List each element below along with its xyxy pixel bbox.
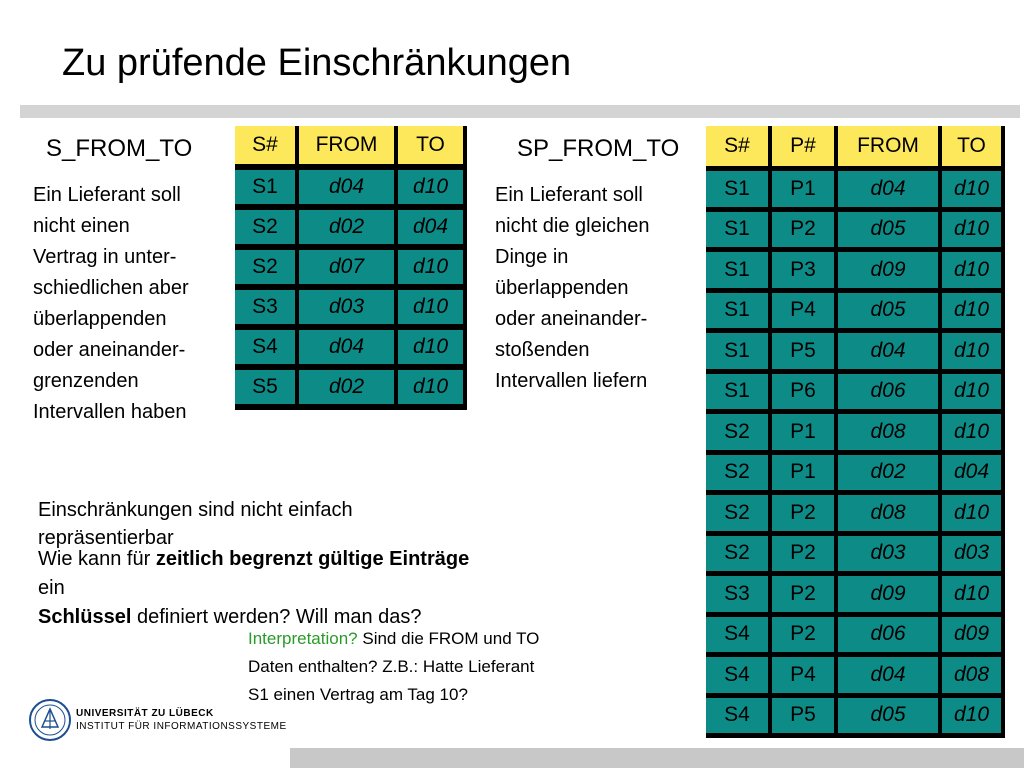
- table-cell: d10: [940, 290, 1003, 331]
- table-cell: S5: [235, 367, 297, 407]
- table-cell: S1: [706, 209, 770, 250]
- logo-university-name: UNIVERSITÄT ZU LÜBECK: [76, 708, 214, 719]
- table-cell: P2: [770, 209, 836, 250]
- table-cell: P1: [770, 452, 836, 493]
- s-table-description: [33, 180, 189, 428]
- table-cell: d09: [836, 574, 940, 615]
- description-line: schiedlichen aber: [33, 277, 189, 299]
- table-row: [706, 371, 1003, 412]
- table-cell: d08: [836, 412, 940, 453]
- description-line: stoßenden: [495, 339, 590, 361]
- table-row: [706, 412, 1003, 453]
- column-header: TO: [940, 126, 1003, 169]
- table-cell: d10: [940, 169, 1003, 210]
- table-cell: d03: [940, 533, 1003, 574]
- table-row: [706, 533, 1003, 574]
- table-cell: d10: [940, 371, 1003, 412]
- table-cell: S3: [706, 574, 770, 615]
- table-row: [706, 493, 1003, 534]
- description-line: Dinge in: [495, 246, 569, 268]
- table-cell: d10: [396, 327, 465, 367]
- table-cell: S2: [235, 247, 297, 287]
- question-prefix: Wie kann für: [38, 548, 156, 570]
- table-cell: d10: [940, 209, 1003, 250]
- table-cell: d03: [836, 533, 940, 574]
- column-header: S#: [706, 126, 770, 169]
- table-cell: d05: [836, 290, 940, 331]
- description-line: Ein Lieferant soll: [33, 184, 181, 206]
- table-cell: S4: [706, 614, 770, 655]
- description-line: Intervallen haben: [33, 401, 187, 423]
- logo-institute-name: INSTITUT FÜR INFORMATIONSSYSTEME: [76, 721, 287, 732]
- note-line: Einschränkungen sind nicht einfach: [38, 499, 353, 521]
- table-cell: P4: [770, 290, 836, 331]
- table-cell: d02: [297, 207, 396, 247]
- table-cell: P2: [770, 533, 836, 574]
- table-cell: S2: [706, 452, 770, 493]
- table-row: [706, 452, 1003, 493]
- column-header: TO: [396, 126, 465, 167]
- table-cell: d10: [940, 250, 1003, 291]
- question-emphasis-2: Schlüssel: [38, 606, 132, 628]
- description-line: Vertrag in unter-: [33, 246, 177, 268]
- table-cell: d04: [836, 331, 940, 372]
- table-cell: d04: [297, 167, 396, 207]
- table-cell: P2: [770, 493, 836, 534]
- table-row: [235, 367, 465, 407]
- table-cell: d10: [396, 167, 465, 207]
- key-question: [38, 545, 469, 632]
- note-line: repräsentierbar: [38, 527, 174, 549]
- footer-bar: [290, 748, 1024, 768]
- description-line: nicht die gleichen: [495, 215, 650, 237]
- interpretation-line-1: [248, 625, 539, 653]
- table-header-row: [706, 126, 1003, 169]
- table-cell: S1: [706, 250, 770, 291]
- description-line: Intervallen liefern: [495, 370, 648, 392]
- description-line: überlappenden: [495, 277, 629, 299]
- interpretation-keyword: Interpretation?: [248, 629, 358, 648]
- table-row: [235, 207, 465, 247]
- interpretation-text: Sind die FROM und TO: [357, 629, 540, 648]
- column-header: FROM: [836, 126, 940, 169]
- table-cell: d09: [836, 250, 940, 291]
- table-cell: S4: [706, 695, 770, 736]
- table-cell: S1: [706, 290, 770, 331]
- table-cell: P2: [770, 574, 836, 615]
- table-cell: P5: [770, 331, 836, 372]
- description-line: oder aneinander-: [495, 308, 648, 330]
- table-cell: d08: [836, 493, 940, 534]
- table-cell: d10: [940, 574, 1003, 615]
- table-cell: d04: [836, 169, 940, 210]
- table-cell: d10: [940, 493, 1003, 534]
- table-cell: P4: [770, 655, 836, 696]
- table-row: [706, 250, 1003, 291]
- table-cell: P2: [770, 614, 836, 655]
- table-row: [235, 247, 465, 287]
- sp-table-description: [495, 180, 650, 397]
- table-cell: d10: [940, 695, 1003, 736]
- table-row: [235, 167, 465, 207]
- table-cell: P6: [770, 371, 836, 412]
- description-line: Ein Lieferant soll: [495, 184, 643, 206]
- table-cell: S3: [235, 287, 297, 327]
- table-row: [706, 695, 1003, 736]
- table-row: [706, 614, 1003, 655]
- description-line: oder aneinander-: [33, 339, 186, 361]
- column-header: FROM: [297, 126, 396, 167]
- table-cell: P1: [770, 169, 836, 210]
- interpretation-line-3: S1 einen Vertrag am Tag 10?: [248, 685, 468, 704]
- description-line: überlappenden: [33, 308, 167, 330]
- table-cell: d04: [940, 452, 1003, 493]
- table-cell: S4: [706, 655, 770, 696]
- table-cell: d05: [836, 209, 940, 250]
- table-cell: S2: [706, 412, 770, 453]
- table-cell: d10: [940, 412, 1003, 453]
- table-cell: d05: [836, 695, 940, 736]
- table-cell: S1: [235, 167, 297, 207]
- table-cell: d10: [396, 367, 465, 407]
- table-cell: S1: [706, 371, 770, 412]
- table-cell: S2: [706, 533, 770, 574]
- table-cell: S1: [706, 331, 770, 372]
- table-cell: d10: [940, 331, 1003, 372]
- university-seal-icon: [28, 697, 72, 743]
- table-cell: d06: [836, 371, 940, 412]
- table-cell: d02: [297, 367, 396, 407]
- table-cell: d04: [836, 655, 940, 696]
- table-cell: d02: [836, 452, 940, 493]
- column-header: S#: [235, 126, 297, 167]
- table-row: [235, 327, 465, 367]
- table-cell: d06: [836, 614, 940, 655]
- table-row: [706, 169, 1003, 210]
- table-cell: d04: [396, 207, 465, 247]
- table-cell: S4: [235, 327, 297, 367]
- table-cell: S1: [706, 169, 770, 210]
- table-row: [706, 655, 1003, 696]
- table-cell: S2: [235, 207, 297, 247]
- sp-table-label: SP_FROM_TO: [517, 135, 680, 162]
- s-table-label: S_FROM_TO: [46, 135, 193, 162]
- table-header-row: [235, 126, 465, 167]
- s-from-to-table: [235, 126, 467, 410]
- table-cell: P3: [770, 250, 836, 291]
- question-suffix: definiert werden? Will man das?: [131, 606, 422, 628]
- description-line: grenzenden: [33, 370, 139, 392]
- table-row: [706, 331, 1003, 372]
- table-cell: d07: [297, 247, 396, 287]
- question-line-2: ein: [38, 577, 65, 599]
- title-divider: [20, 105, 1020, 118]
- table-cell: d04: [297, 327, 396, 367]
- table-cell: S2: [706, 493, 770, 534]
- table-cell: d09: [940, 614, 1003, 655]
- interpretation-line-2: Daten enthalten? Z.B.: Hatte Lieferant: [248, 657, 535, 676]
- slide-title: Zu prüfende Einschränkungen: [62, 42, 572, 84]
- question-line-1: [38, 545, 469, 574]
- question-emphasis-1: zeitlich begrenzt gültige Einträge: [155, 548, 470, 570]
- description-line: nicht einen: [33, 215, 130, 237]
- table-cell: d03: [297, 287, 396, 327]
- table-cell: d10: [396, 247, 465, 287]
- table-row: [706, 574, 1003, 615]
- interpretation-note: [248, 625, 539, 709]
- table-cell: P5: [770, 695, 836, 736]
- table-cell: d08: [940, 655, 1003, 696]
- table-cell: d10: [396, 287, 465, 327]
- note-not-representable: [38, 496, 353, 552]
- table-row: [235, 287, 465, 327]
- table-row: [706, 290, 1003, 331]
- table-row: [706, 209, 1003, 250]
- table-cell: P1: [770, 412, 836, 453]
- sp-from-to-table: [706, 126, 1005, 738]
- column-header: P#: [770, 126, 836, 169]
